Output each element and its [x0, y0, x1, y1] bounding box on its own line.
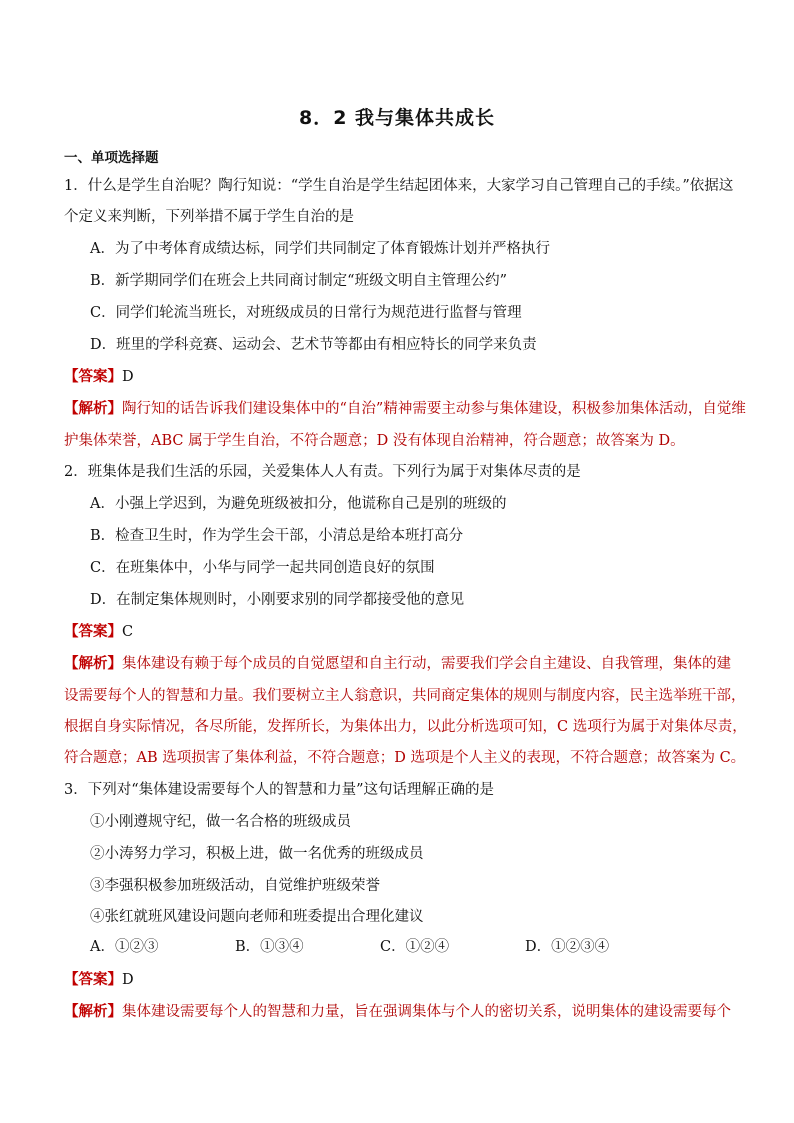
question-3-statement-3: ③李强积极参加班级活动，自觉维护班级荣誉 [90, 878, 380, 894]
question-3-statement-4: ④张红就班风建设问题向老师和班委提出合理化建议 [90, 909, 424, 925]
question-3-statement-2: ②小涛努力学习，积极上进，做一名优秀的班级成员 [90, 846, 424, 862]
question-2-option-b: B．检查卫生时，作为学生会干部，小清总是给本班打高分 [90, 528, 464, 544]
question-2-analysis-line-4: 符合题意；AB 选项损害了集体利益，不符合题意；D 选项是个人主义的表现，不符合题意；故答案为 C。 [64, 750, 746, 766]
analysis-text: 集体建设需要每个人的智慧和力量，旨在强调集体与个人的密切关系，说明集体的建设需要每个 [122, 1004, 731, 1020]
question-3-statement-1: ①小刚遵规守纪，做一名合格的班级成员 [90, 814, 351, 830]
answer-value: D [122, 972, 134, 988]
question-2-option-d: D．在制定集体规则时，小刚要求别的同学都接受他的意见 [90, 592, 465, 608]
question-2-analysis-line-2: 设需要每个人的智慧和力量。我们要树立主人翁意识，共同商定集体的规则与制度内容，民主选举班干部， [64, 688, 746, 704]
answer-value: D [122, 369, 134, 385]
section-heading: 一、单项选择题 [64, 150, 159, 166]
analysis-tag: 【解析】 [64, 1004, 122, 1020]
question-3-option-c: C．①②④ [380, 939, 450, 955]
question-2-analysis-line-1 [64, 654, 731, 674]
question-1-option-b: B．新学期同学们在班会上共同商讨制定“班级文明自主管理公约” [90, 273, 507, 289]
question-1-option-a: A．为了中考体育成绩达标，同学们共同制定了体育锻炼计划并严格执行 [90, 241, 550, 257]
answer-value: C [122, 624, 134, 640]
answer-tag: 【答案】 [64, 972, 122, 988]
question-2-analysis-line-3: 根据自身实际情况，各尽所能，发挥所长，为集体出力，以此分析选项可知，C 选项行为属于对集体尽责， [64, 719, 747, 735]
analysis-text: 陶行知的话告诉我们建设集体中的“自治”精神需要主动参与集体建设，积极参加集体活动，自觉维 [122, 401, 746, 417]
question-2-option-a: A．小强上学迟到，为避免班级被扣分，他谎称自己是别的班级的 [90, 496, 507, 512]
question-3-option-b: B．①③④ [235, 939, 304, 955]
question-2-answer [64, 622, 133, 642]
question-2-option-c: C．在班集体中，小华与同学一起共同创造良好的氛围 [90, 560, 435, 576]
analysis-tag: 【解析】 [64, 656, 122, 672]
analysis-tag: 【解析】 [64, 401, 122, 417]
question-3-answer [64, 970, 134, 990]
answer-tag: 【答案】 [64, 369, 122, 385]
page-title: 8．2 我与集体共成长 [298, 107, 496, 129]
question-1-analysis-line-2: 护集体荣誉，ABC 属于学生自治，不符合题意；D 没有体现自治精神，符合题意；故答案为 D。 [64, 433, 685, 449]
question-1-option-d: D．班里的学科竞赛、运动会、艺术节等都由有相应特长的同学来负责 [90, 337, 537, 353]
question-1-answer [64, 367, 134, 387]
answer-tag: 【答案】 [64, 624, 122, 640]
question-1-option-c: C．同学们轮流当班长，对班级成员的日常行为规范进行监督与管理 [90, 305, 522, 321]
question-2-stem: 2．班集体是我们生活的乐园，关爱集体人人有责。下列行为属于对集体尽责的是 [64, 464, 581, 480]
question-3-choices [90, 937, 670, 957]
question-3-stem: 3．下列对“集体建设需要每个人的智慧和力量”这句话理解正确的是 [64, 782, 495, 798]
question-1-analysis-line-1 [64, 399, 746, 419]
question-3-analysis-line-1 [64, 1002, 731, 1022]
question-3-option-d: D．①②③④ [525, 939, 610, 955]
question-1-stem-line-2: 个定义来判断，下列举措不属于学生自治的是 [64, 209, 354, 225]
question-3-option-a: A．①②③ [90, 939, 159, 955]
question-1-stem-line-1: 1．什么是学生自治呢？陶行知说：“学生自治是学生结起团体来，大家学习自己管理自己的手续。”依据这 [64, 178, 734, 194]
analysis-text: 集体建设有赖于每个成员的自觉愿望和自主行动，需要我们学会自主建设、自我管理，集体的建 [122, 656, 731, 672]
